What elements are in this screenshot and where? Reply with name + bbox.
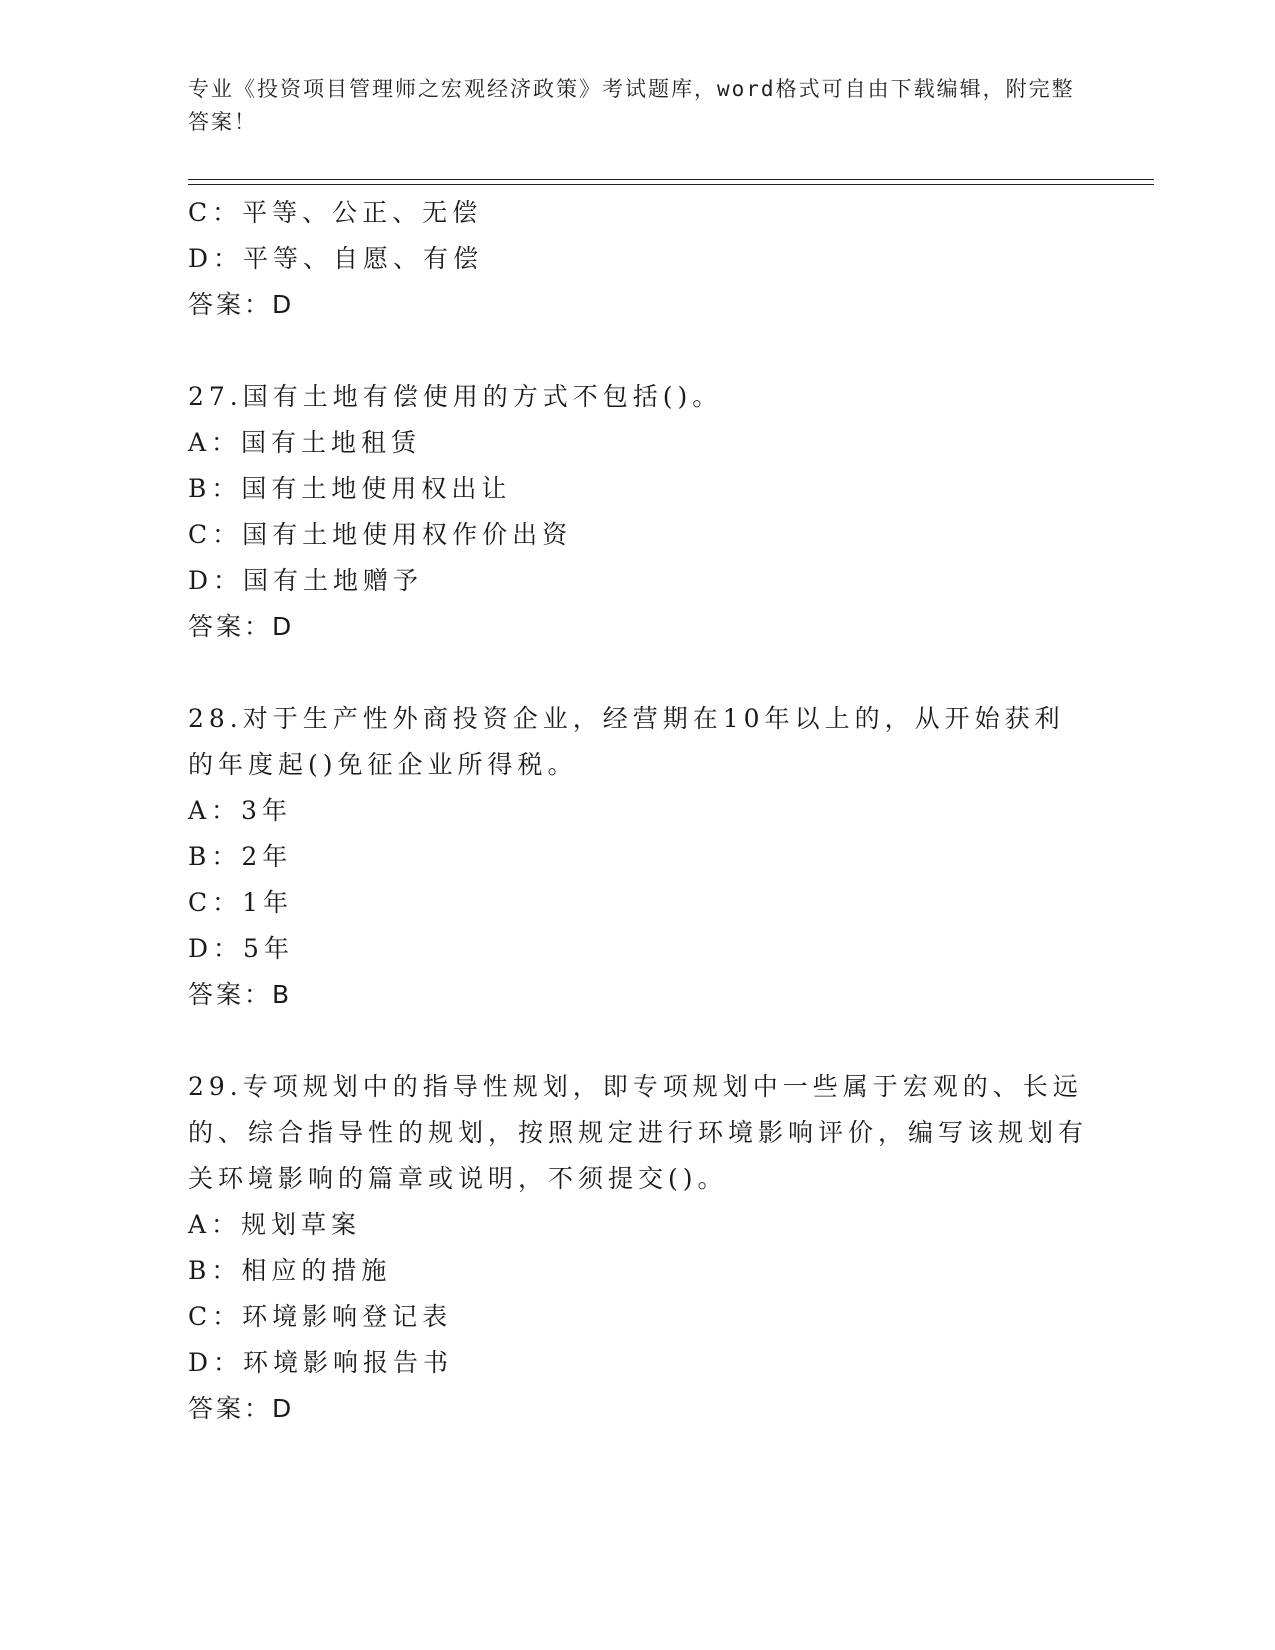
question-block-previous — [188, 190, 1088, 328]
header-rule-top — [188, 179, 1154, 180]
answer-line: 答案：B — [188, 980, 293, 1009]
option-a: A：规划草案 — [188, 1210, 362, 1239]
option-b: B：相应的措施 — [188, 1256, 392, 1285]
spacer — [188, 328, 1088, 374]
option-a: A：国有土地租赁 — [188, 428, 422, 457]
option-c: C：平等、公正、无偿 — [188, 198, 483, 227]
option-b: B：2年 — [188, 842, 293, 871]
question-block-28 — [188, 696, 1088, 1018]
question-text: 29.专项规划中的指导性规划，即专项规划中一些属于宏观的、长远的、综合指导性的规划，按照规定进行环境影响评价，编写该规划有关环境影响的篇章或说明，不须提交()。 — [188, 1072, 1089, 1193]
option-d: D：国有土地赠予 — [188, 566, 424, 595]
spacer — [188, 1018, 1088, 1064]
option-d: D：5年 — [188, 934, 294, 963]
header-rule-bottom — [188, 184, 1154, 185]
option-b: B：国有土地使用权出让 — [188, 474, 512, 503]
answer-line: 答案：D — [188, 1394, 295, 1423]
question-block-29 — [188, 1064, 1088, 1432]
option-c: C：环境影响登记表 — [188, 1302, 453, 1331]
option-c: C：1年 — [188, 888, 294, 917]
answer-line: 答案：D — [188, 612, 295, 641]
question-text: 27.国有土地有偿使用的方式不包括()。 — [188, 382, 723, 411]
option-c: C：国有土地使用权作价出资 — [188, 520, 573, 549]
option-d: D：环境影响报告书 — [188, 1348, 454, 1377]
question-list — [188, 190, 1088, 1432]
question-text: 28.对于生产性外商投资企业，经营期在10年以上的，从开始获利的年度起()免征企业所得税。 — [188, 704, 1065, 779]
spacer — [188, 650, 1088, 696]
question-block-27 — [188, 374, 1088, 650]
document-header: 专业《投资项目管理师之宏观经济政策》考试题库，word格式可自由下载编辑，附完整答案！ — [188, 77, 1075, 134]
option-d: D：平等、自愿、有偿 — [188, 244, 484, 273]
option-a: A：3年 — [188, 796, 292, 825]
answer-line: 答案：D — [188, 290, 295, 319]
